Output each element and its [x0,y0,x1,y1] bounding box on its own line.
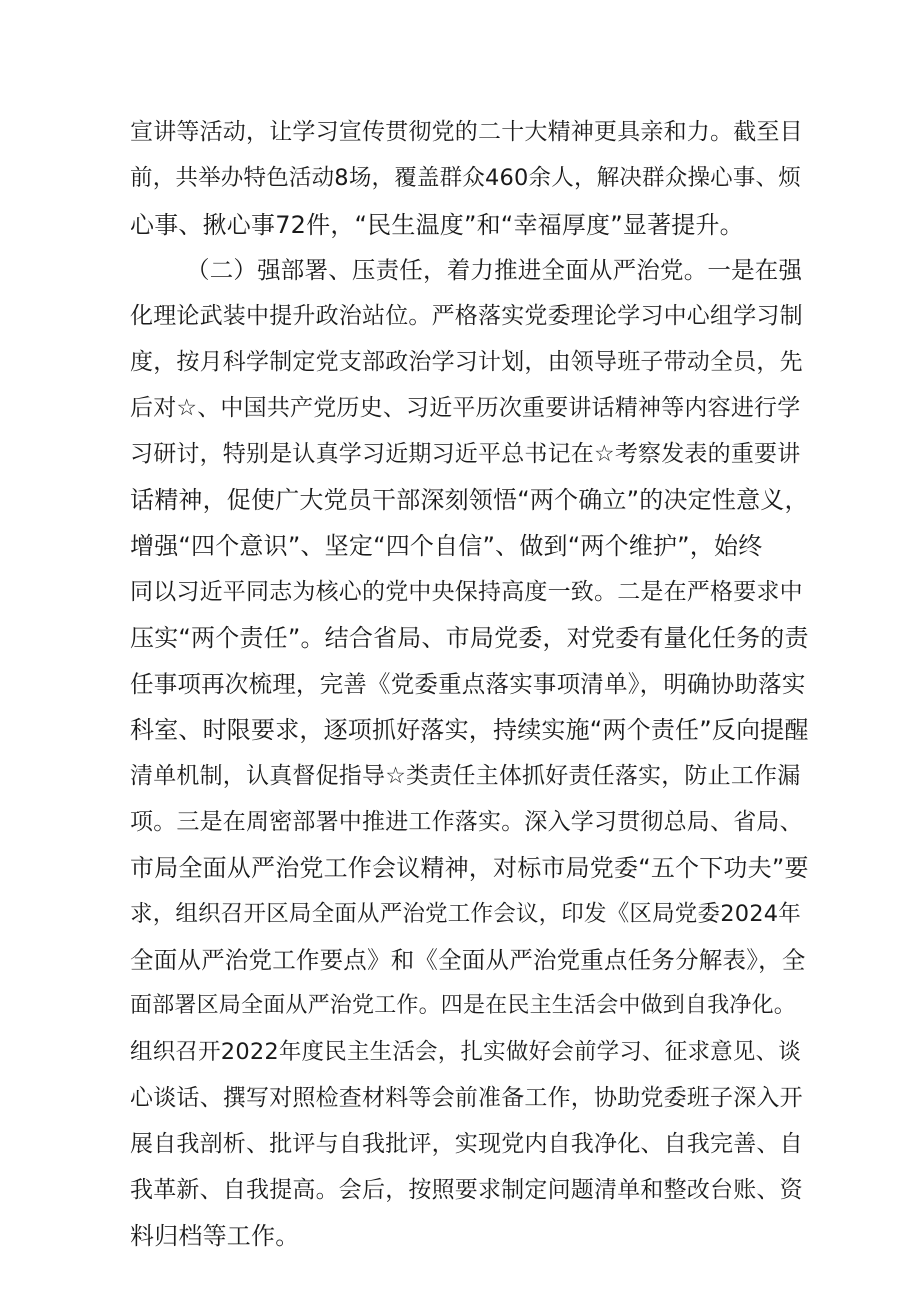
text-line: 科室、时限要求，逐项抓好落实，持续实施“两个责任”反向提醒 [130,716,809,744]
text-line: 话精神，促使广大党员干部深刻领悟“两个确立”的决定性意义， [130,486,809,514]
text-line: 心谈话、撰写对照检查材料等会前准备工作，协助党委班子深入开 [130,1085,803,1111]
text-line: 习研讨，特别是认真学习近期习近平总书记在☆考察发表的重要讲 [130,441,801,467]
text-line: 增强“四个意识”、坚定“四个自信”、做到“两个维护”，始终 [130,532,763,560]
text-line: 同以习近平同志为核心的党中央保持高度一致。二是在严格要求中 [130,579,803,605]
text-line: 后对☆、中国共产党历史、习近平历次重要讲话精神等内容进行学 [130,395,801,421]
text-line: 全面从严治党工作要点》和《全面从严治党重点任务分解表》，全 [130,946,806,974]
text-line: 任事项再次梳理，完善《党委重点落实事项清单》，明确协助落实 [130,670,806,698]
text-line: 宣讲等活动，让学习宣传贯彻党的二十大精神更具亲和力。截至目 [130,119,803,145]
text-line: 求，组织召开区局全面从严治党工作会议，印发《区局党委2024年 [130,901,801,927]
text-line: 展自我剖析、批评与自我批评，实现党内自我净化、自我完善、自 [130,1131,803,1157]
text-line: 组织召开2022年度民主生活会，扎实做好会前学习、征求意见、谈 [130,1039,801,1065]
text-line: 压实“两个责任”。结合省局、市局党委，对党委有量化任务的责 [130,624,809,652]
text-line: 度，按月科学制定党支部政治学习计划，由领导班子带动全员，先 [130,349,803,375]
text-line: 心事、揪心事72件，“民生温度”和“幸福厚度”显著提升。 [130,211,744,239]
text-line: 我革新、自我提高。会后，按照要求制定问题清单和整改台账、资 [130,1177,803,1203]
text-line: 项。三是在周密部署中推进工作落实。深入学习贯彻总局、省局、 [130,809,803,835]
text-line: 清单机制，认真督促指导☆类责任主体抓好责任落实，防止工作漏 [130,763,801,789]
text-line: 前，共举办特色活动8场，覆盖群众460余人，解决群众操心事、烦 [130,165,801,191]
section-heading-line: （二）强部署、压责任，着力推进全面从严治党。一是在强 [186,256,803,284]
text-line: 面部署区局全面从严治党工作。四是在民主生活会中做到自我净化。 [130,993,797,1018]
text-line: 料归档等工作。 [130,1222,300,1250]
text-line: 化理论武装中提升政治站位。严格落实党委理论学习中心组学习制 [130,303,803,329]
text-line: 市局全面从严治党工作会议精神，对标市局党委“五个下功夫”要 [130,854,809,882]
